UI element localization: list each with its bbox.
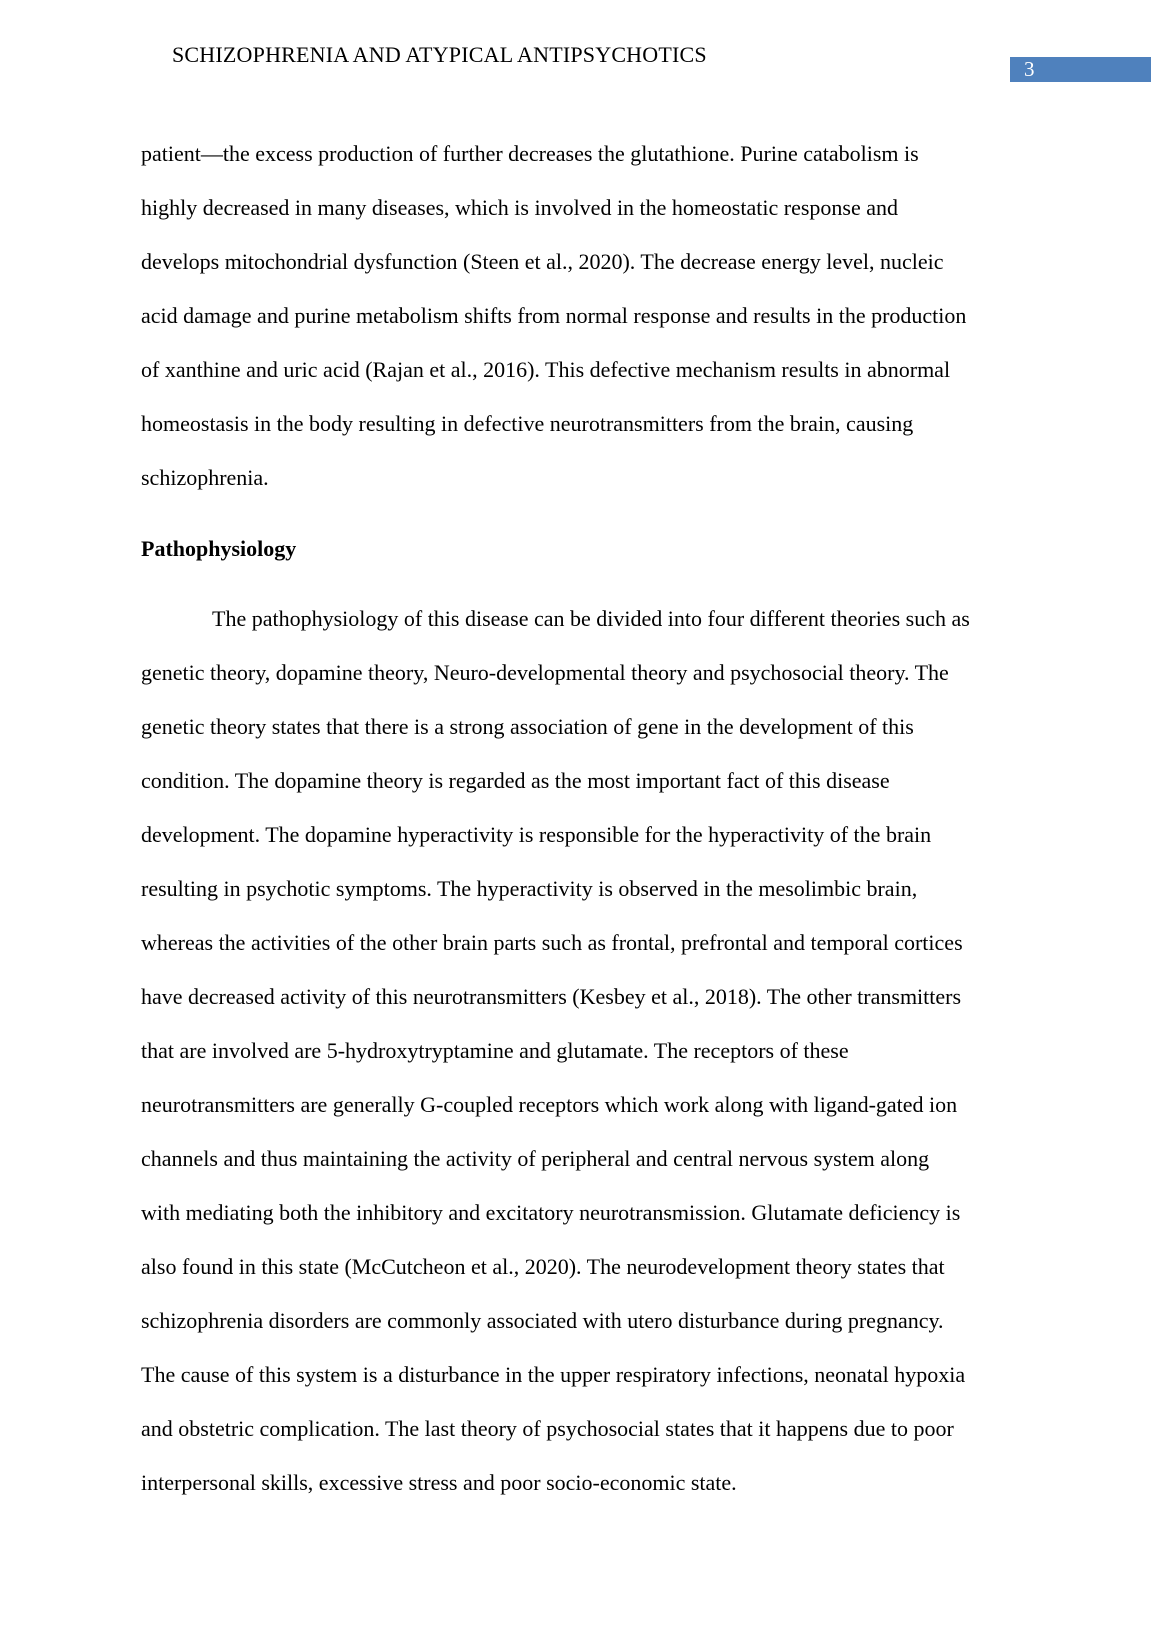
text-line: also found in this state (McCutcheon et al., 2020). The neurodevelopment theory states that [141,1254,945,1279]
text-line: that are involved are 5-hydroxytryptamine and glutamate. The receptors of these [141,1038,849,1063]
text-line: neurotransmitters are generally G-coupled receptors which work along with ligand-gated ion [141,1092,958,1117]
text-line: interpersonal skills, excessive stress and poor socio-economic state. [141,1470,737,1495]
text-line: with mediating both the inhibitory and excitatory neurotransmission. Glutamate deficiency is [141,1200,961,1225]
text-line: The cause of this system is a disturbance in the upper respiratory infections, neonatal hypoxia [141,1362,966,1387]
text-line: of xanthine and uric acid (Rajan et al., 2016). This defective mechanism results in abnormal [141,357,951,382]
text-line: highly decreased in many diseases, which is involved in the homeostatic response and [141,195,898,220]
text-line: and obstetric complication. The last theory of psychosocial states that it happens due to poor [141,1416,954,1441]
paragraph-2 [141,592,970,1510]
section-heading: Pathophysiology [141,536,297,561]
paragraph-1 [141,127,966,505]
text-line: genetic theory, dopamine theory, Neuro-developmental theory and psychosocial theory. The [141,660,949,685]
text-line: patient—the excess production of further decreases the glutathione. Purine catabolism is [141,141,919,166]
text-line: genetic theory states that there is a strong association of gene in the development of this [141,714,914,739]
text-line: condition. The dopamine theory is regarded as the most important fact of this disease [141,768,890,793]
text-line: homeostasis in the body resulting in defective neurotransmitters from the brain, causing [141,411,914,436]
running-head: SCHIZOPHRENIA AND ATYPICAL ANTIPSYCHOTICS [172,42,707,67]
text-line: resulting in psychotic symptoms. The hyperactivity is observed in the mesolimbic brain, [141,876,918,901]
text-line: schizophrenia disorders are commonly associated with utero disturbance during pregnancy. [141,1308,944,1333]
text-line: The pathophysiology of this disease can be divided into four different theories such as [212,606,970,631]
text-line: acid damage and purine metabolism shifts from normal response and results in the production [141,303,967,328]
text-line: development. The dopamine hyperactivity is responsible for the hyperactivity of the brain [141,822,932,847]
text-line: channels and thus maintaining the activity of peripheral and central nervous system along [141,1146,930,1171]
text-line: whereas the activities of the other brain parts such as frontal, prefrontal and temporal cortices [141,930,963,955]
text-line: have decreased activity of this neurotransmitters (Kesbey et al., 2018). The other transmitters [141,984,962,1009]
text-line: develops mitochondrial dysfunction (Steen et al., 2020). The decrease energy level, nucleic [141,249,944,274]
page-number: 3 [1010,57,1151,82]
text-line: schizophrenia. [141,465,269,490]
